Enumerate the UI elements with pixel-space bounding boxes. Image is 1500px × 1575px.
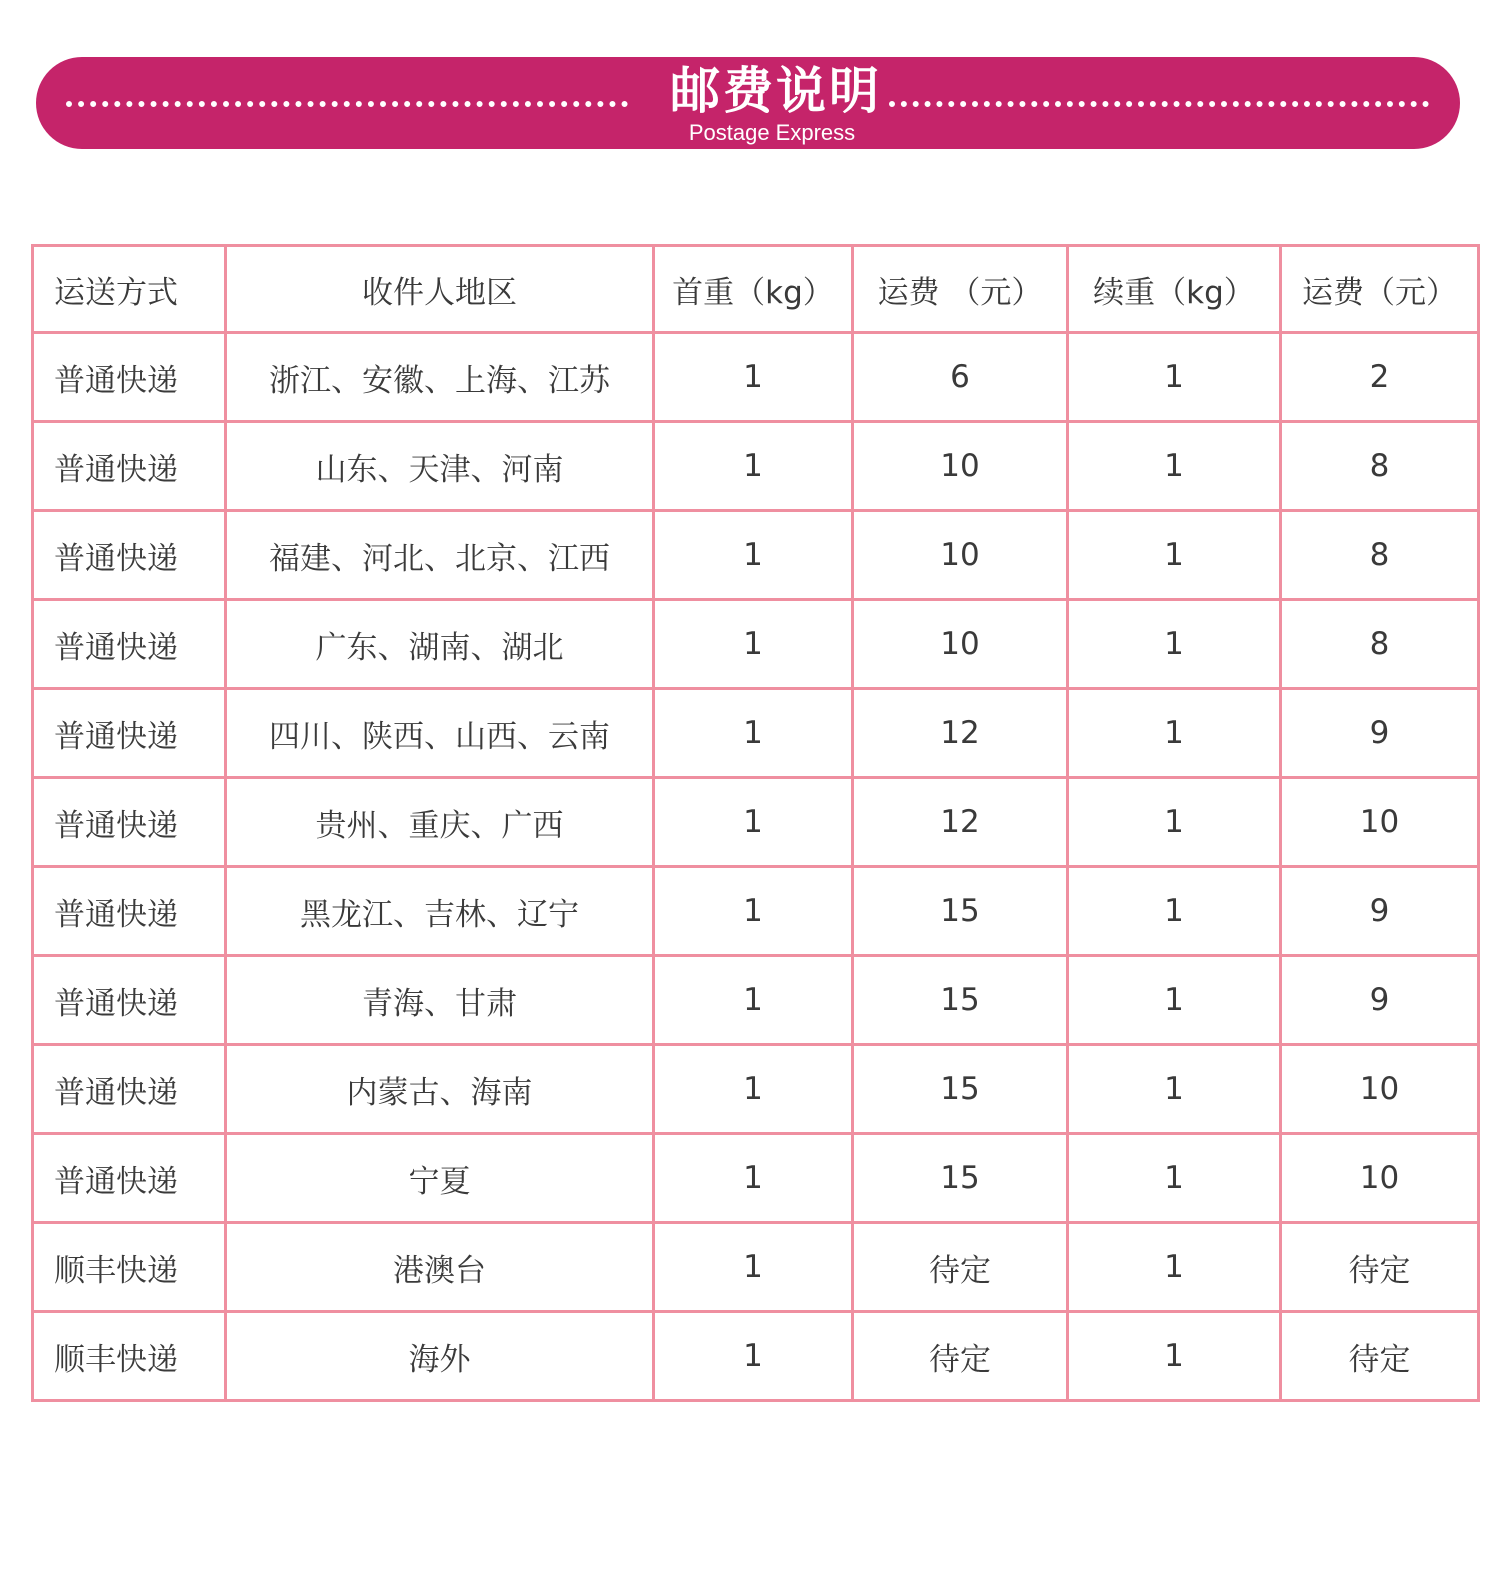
postage-table-body (33, 246, 1479, 1401)
cell-extra-weight: 1 (1068, 1045, 1281, 1134)
cell-first-fee: 待定 (853, 1312, 1068, 1401)
cell-first-fee: 15 (853, 867, 1068, 956)
cell-shipping-method: 普通快递 (33, 778, 226, 867)
cell-extra-fee: 10 (1281, 1045, 1479, 1134)
cell-extra-fee: 待定 (1281, 1223, 1479, 1312)
banner-dotted-line-right (889, 101, 1429, 107)
cell-recipient-region: 四川、陕西、山西、云南 (226, 689, 654, 778)
cell-shipping-method: 普通快递 (33, 600, 226, 689)
cell-extra-weight: 1 (1068, 600, 1281, 689)
cell-extra-fee: 2 (1281, 333, 1479, 422)
cell-first-weight: 1 (654, 867, 853, 956)
cell-first-weight: 1 (654, 600, 853, 689)
cell-first-fee: 待定 (853, 1223, 1068, 1312)
table-row (33, 778, 1479, 867)
cell-recipient-region: 青海、甘肃 (226, 956, 654, 1045)
header-extra-weight: 续重（kg） (1068, 246, 1281, 333)
cell-first-weight: 1 (654, 511, 853, 600)
cell-recipient-region: 福建、河北、北京、江西 (226, 511, 654, 600)
table-row (33, 600, 1479, 689)
table-header-row (33, 246, 1479, 333)
cell-first-fee: 12 (853, 689, 1068, 778)
header-extra-fee: 运费（元） (1281, 246, 1479, 333)
header-first-fee: 运费 （元） (853, 246, 1068, 333)
cell-extra-weight: 1 (1068, 956, 1281, 1045)
cell-extra-fee: 9 (1281, 689, 1479, 778)
banner-dotted-line-left (66, 101, 628, 107)
cell-extra-fee: 待定 (1281, 1312, 1479, 1401)
cell-shipping-method: 普通快递 (33, 422, 226, 511)
cell-first-fee: 15 (853, 1045, 1068, 1134)
cell-recipient-region: 内蒙古、海南 (226, 1045, 654, 1134)
header-shipping-method: 运送方式 (33, 246, 226, 333)
cell-shipping-method: 普通快递 (33, 511, 226, 600)
cell-extra-fee: 8 (1281, 600, 1479, 689)
cell-extra-fee: 10 (1281, 1134, 1479, 1223)
cell-recipient-region: 贵州、重庆、广西 (226, 778, 654, 867)
table-row (33, 1045, 1479, 1134)
cell-shipping-method: 普通快递 (33, 867, 226, 956)
cell-extra-weight: 1 (1068, 867, 1281, 956)
cell-first-weight: 1 (654, 1312, 853, 1401)
cell-shipping-method: 普通快递 (33, 333, 226, 422)
header-first-weight: 首重（kg） (654, 246, 853, 333)
table-row (33, 689, 1479, 778)
cell-first-fee: 10 (853, 422, 1068, 511)
cell-first-weight: 1 (654, 1134, 853, 1223)
table-row (33, 1312, 1479, 1401)
table-row (33, 511, 1479, 600)
cell-first-fee: 15 (853, 1134, 1068, 1223)
cell-shipping-method: 顺丰快递 (33, 1312, 226, 1401)
cell-first-weight: 1 (654, 422, 853, 511)
cell-first-weight: 1 (654, 1045, 853, 1134)
table-row (33, 422, 1479, 511)
postage-table (31, 244, 1480, 1402)
cell-recipient-region: 宁夏 (226, 1134, 654, 1223)
cell-shipping-method: 普通快递 (33, 689, 226, 778)
table-row (33, 1134, 1479, 1223)
cell-extra-weight: 1 (1068, 778, 1281, 867)
cell-first-fee: 10 (853, 600, 1068, 689)
cell-extra-weight: 1 (1068, 1134, 1281, 1223)
cell-recipient-region: 浙江、安徽、上海、江苏 (226, 333, 654, 422)
cell-first-weight: 1 (654, 689, 853, 778)
cell-first-weight: 1 (654, 333, 853, 422)
cell-shipping-method: 普通快递 (33, 1134, 226, 1223)
cell-extra-weight: 1 (1068, 422, 1281, 511)
cell-extra-weight: 1 (1068, 333, 1281, 422)
cell-first-weight: 1 (654, 1223, 853, 1312)
cell-extra-fee: 10 (1281, 778, 1479, 867)
cell-extra-fee: 8 (1281, 511, 1479, 600)
banner-title: 邮费说明 (670, 62, 882, 120)
cell-first-fee: 15 (853, 956, 1068, 1045)
postage-banner (36, 57, 1460, 149)
table-row (33, 956, 1479, 1045)
cell-first-fee: 12 (853, 778, 1068, 867)
table-row (33, 333, 1479, 422)
cell-recipient-region: 港澳台 (226, 1223, 654, 1312)
cell-extra-weight: 1 (1068, 689, 1281, 778)
cell-extra-weight: 1 (1068, 1312, 1281, 1401)
cell-shipping-method: 普通快递 (33, 1045, 226, 1134)
cell-recipient-region: 海外 (226, 1312, 654, 1401)
cell-extra-weight: 1 (1068, 1223, 1281, 1312)
cell-extra-fee: 9 (1281, 956, 1479, 1045)
cell-extra-fee: 8 (1281, 422, 1479, 511)
cell-recipient-region: 广东、湖南、湖北 (226, 600, 654, 689)
cell-recipient-region: 黑龙江、吉林、辽宁 (226, 867, 654, 956)
cell-extra-fee: 9 (1281, 867, 1479, 956)
cell-first-weight: 1 (654, 778, 853, 867)
header-recipient-region: 收件人地区 (226, 246, 654, 333)
cell-first-fee: 10 (853, 511, 1068, 600)
cell-first-fee: 6 (853, 333, 1068, 422)
table-row (33, 1223, 1479, 1312)
cell-recipient-region: 山东、天津、河南 (226, 422, 654, 511)
cell-shipping-method: 普通快递 (33, 956, 226, 1045)
cell-extra-weight: 1 (1068, 511, 1281, 600)
cell-first-weight: 1 (654, 956, 853, 1045)
banner-subtitle: Postage Express (688, 120, 856, 145)
cell-shipping-method: 顺丰快递 (33, 1223, 226, 1312)
table-row (33, 867, 1479, 956)
